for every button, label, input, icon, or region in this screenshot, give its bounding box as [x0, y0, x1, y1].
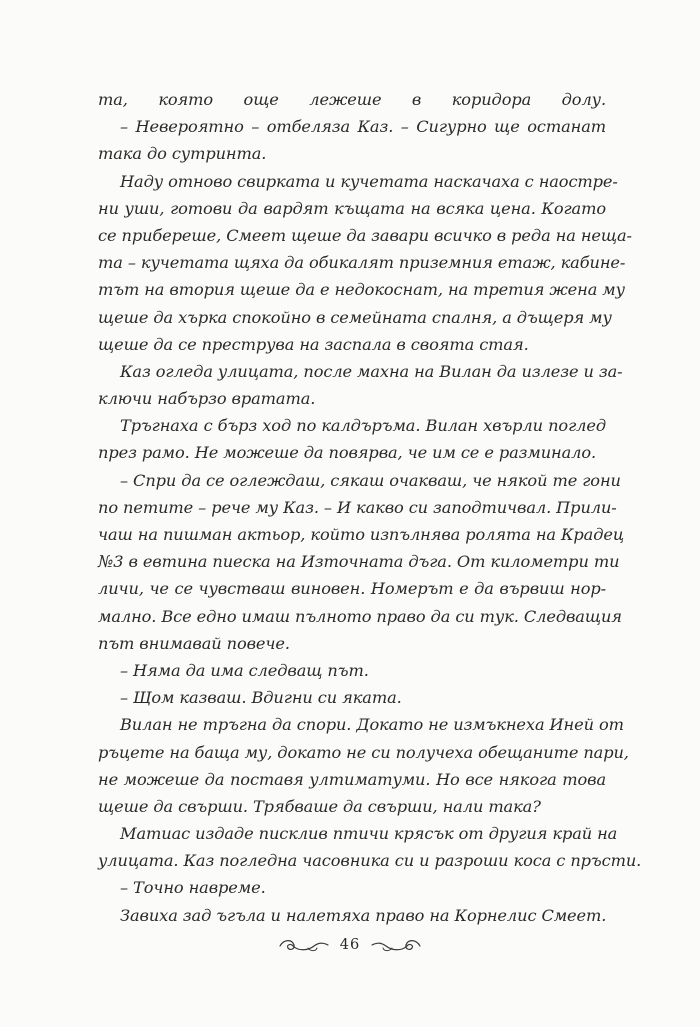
text-line: Завиха зад ъгъла и налетяха право на Корнелис Смеет. — [120, 905, 607, 925]
text-line: та, която още лежеше в коридора долу. — [98, 90, 606, 109]
text-line: – Няма да има следващ път. — [120, 660, 369, 680]
text-line: та – кучетата щяха да обикалят приземния етаж, кабине- — [98, 253, 626, 273]
text-line: по петите – рече му Каз. – И какво си заподтичвал. Прили- — [98, 497, 617, 517]
text-line: път внимавай повече. — [98, 633, 290, 653]
text-line: щеше да свърши. Трябваше да свърши, нали така? — [98, 796, 541, 816]
text-line: през рамо. Не можеше да повярва, че им се е разминало. — [98, 443, 597, 463]
text-line: – Точно навреме. — [120, 878, 266, 898]
page-number: 46 — [339, 937, 361, 953]
text-line: не можеше да поставя ултиматуми. Но все някога това — [98, 769, 606, 789]
text-line: – Невероятно – отбеляза Каз. – Сигурно ще останат — [120, 117, 606, 137]
text-line: щеше да се преструва на заспала в своята стая. — [98, 334, 529, 354]
text-line: – Щом казваш. Вдигни си яката. — [120, 688, 402, 708]
page-footer — [0, 937, 700, 953]
text-line: – Спри да се оглеждаш, сякаш очакваш, че някой те гони — [120, 470, 621, 490]
text-line: ни уши, готови да вардят къщата на всяка цена. Когато — [98, 198, 606, 218]
swirl-ornament-left-icon — [278, 937, 330, 953]
text-line: Вилан не тръгна да спори. Докато не измъкнеха Иней от — [120, 715, 624, 735]
text-line: Каз огледа улицата, после махна на Вилан да излезе и за- — [120, 361, 623, 381]
text-line: личи, че се чувстваш виновен. Номерът е да вървиш нор- — [98, 579, 606, 599]
body-text — [98, 86, 642, 929]
text-line: Наду отново свирката и кучетата наскачаха с наостре- — [120, 171, 618, 191]
text-line: Тръгнаха с бърз ход по калдъръма. Вилан хвърли поглед — [120, 416, 606, 436]
text-line: се прибереше, Смеет щеше да завари всичко в реда на неща- — [98, 225, 632, 245]
text-line: ръцете на баща му, докато не си получеха обещаните пари, — [98, 742, 629, 762]
text-line: чаш на пишман актьор, който изпълнява ролята на Крадец — [98, 525, 625, 544]
text-line: ключи набързо вратата. — [98, 389, 316, 409]
text-line: тът на втория щеше да е недокоснат, на третия жена му — [98, 280, 625, 300]
text-line: щеше да хърка спокойно в семейната спалня, а дъщеря му — [98, 307, 612, 327]
text-line: улицата. Каз погледна часовника си и разроши коса с пръсти. — [98, 851, 642, 871]
swirl-ornament-right-icon — [370, 937, 422, 953]
text-line: мално. Все едно имаш пълното право да си тук. Следващия — [98, 606, 622, 626]
text-line: така до сутринта. — [98, 144, 267, 164]
text-line: №3 в евтина пиеска на Източната дъга. От километри ти — [98, 552, 620, 572]
text-line: Матиас издаде писклив птичи крясък от другия край на — [120, 824, 618, 844]
